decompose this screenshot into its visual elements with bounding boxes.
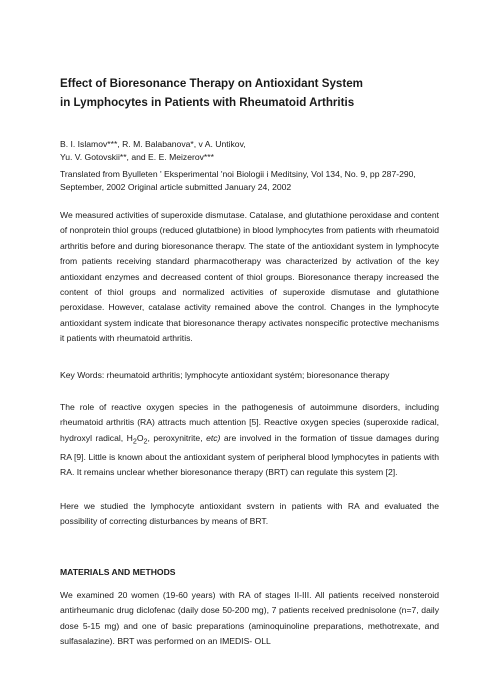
abstract: We measured activities of superoxide dismutase. Catalase, and glutathione peroxidase and content of nonprotein thiol groups (reduced glutatbione) in blood lymphocytes from patients with rheumatoid arthritis before and during bioresonance therapv. The state of the antioxidant system in lymphocyte from patients receiving standard pharmacotherapy was characterized by activation of the key antioxidant enzymes and decreased content of thiol groups. Bioresonance therapy increased the content of thiol groups and normalized activities of superoxide dismutase and glutathione peroxidase. However, catalase activity remained above the control. Changes in the lymphocyte antioxidant system indicate that bioresonance therapy activates nonspecific protective mechanisms it patients with rheumatoid arthritis. xyxy=(60,210,439,344)
title-line-1: Effect of Bioresonance Therapy on Antioxidant System xyxy=(60,77,363,90)
intro-paragraph-1 xyxy=(60,400,439,481)
paper-title xyxy=(60,74,450,112)
title-line-2: in Lymphocytes in Patients with Rheumatoid Arthritis xyxy=(60,96,355,109)
h2o2-subscript-1: 2 xyxy=(132,437,137,446)
intro1-oxygen: O xyxy=(136,432,144,443)
methods-paragraph: We examined 20 women (19-60 years) with RA of stages II-III. All patients received nonsteroid antirheumanic drug diclofenac (daily dose 50-200 mg), 7 patients received prednisolone (n=7, daily dose 5-15 mg) and one of basic preparations (aminoquinoline preparations, methotrexate, and sulfasalazine). BRT was performed on an IMEDIS- OLL xyxy=(60,590,439,647)
authors-line-1: B. I. Islamov***, R. M. Balabanova*, v A. Untikov, xyxy=(60,139,246,149)
intro1-text-b: , peroxynitrite, xyxy=(147,432,207,443)
intro1-text-a: The role of reactive oxygen species in the pathogenesis of autoimmune disorders, including rheumatoid arthritis (RA) attracts much attention [5]. Reactive oxygen species (superoxide radical, hydroxyl radical, H xyxy=(60,402,439,443)
authors xyxy=(60,138,440,164)
authors-line-2: Yu. V. Gotovskii**, and E. E. Meizerov*** xyxy=(60,152,214,162)
intro1-etc: etc) xyxy=(206,432,221,443)
keywords: Key Words: rheumatoid arthritis; lymphocyte antioxidant systém; bioresonance therapy xyxy=(60,370,390,380)
h2o2-subscript-2: 2 xyxy=(143,437,148,446)
section-heading-methods: MATERIALS AND METHODS xyxy=(60,567,176,577)
intro1-text-c: are involved in the formation of tissue damages during RA [9]. Little is known about the antioxidant system of peripheral blood lymphocytes in patients with RA. It remains unclear whether bioresonance therapy (BRT) can regulate this system [2]. xyxy=(60,432,439,478)
translation-note: Translated from Byulleten ' Eksperimental 'noi Biologii i Meditsiny, Vol 134, No. 9, pp 287-290, September, 2002 Original article submitted January 24, 2002 xyxy=(60,169,416,192)
intro-paragraph-2: Here we studied the lymphocyte antioxidant svstern in patients with RA and evaluated the possibility of correcting disturbances by means of BRT. xyxy=(60,501,439,527)
